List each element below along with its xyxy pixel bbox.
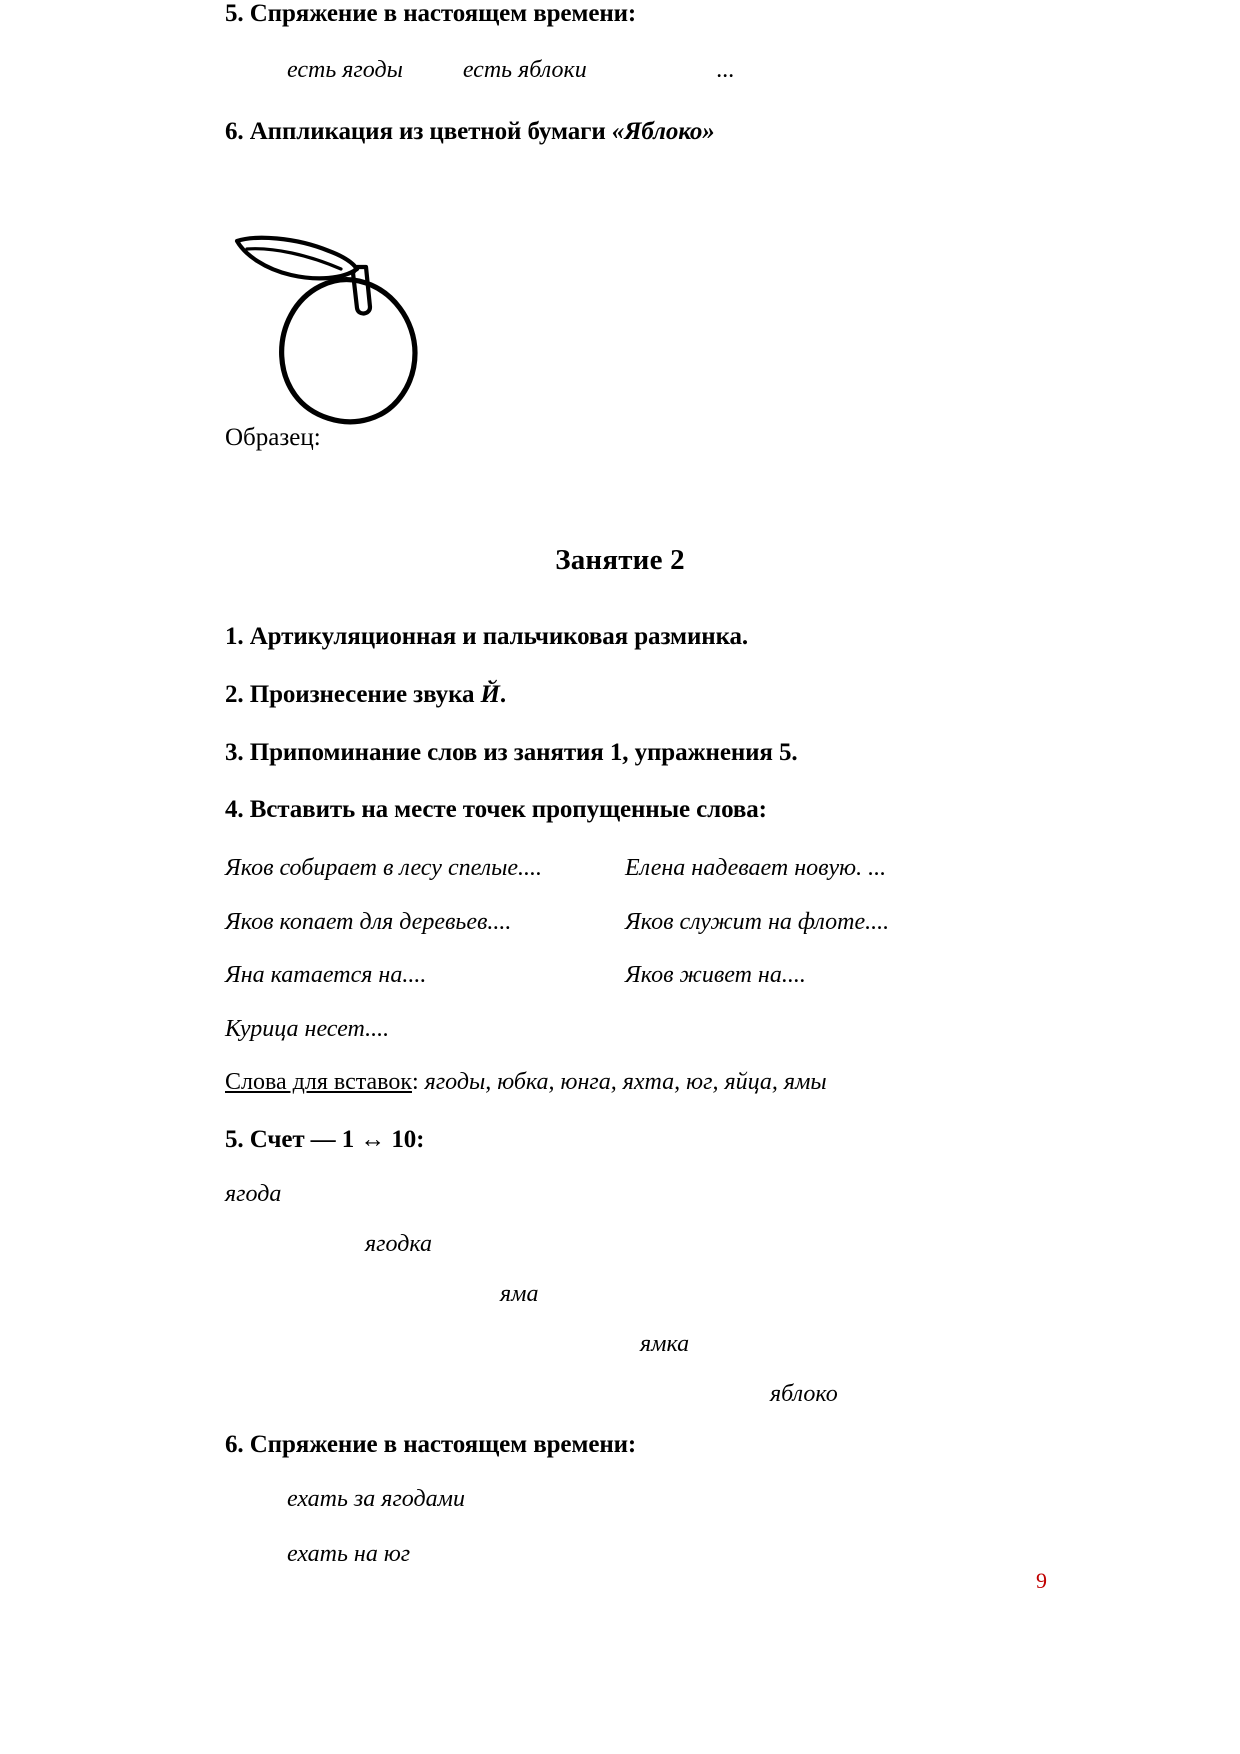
sentence-left: Яков копает для деревьев....	[225, 908, 512, 935]
sentence-row	[225, 855, 1015, 883]
lesson-title: Занятие 2	[555, 544, 685, 577]
fill-in-sentences	[225, 855, 1015, 1043]
sentence-left: Яков собирает в лесу спелые....	[225, 855, 543, 882]
lesson-item-3-number: 3.	[225, 738, 244, 766]
insert-words-line	[225, 1069, 1015, 1096]
prev-item-6-quoted: «Яблоко»	[611, 118, 715, 146]
apple-illustration	[225, 197, 1015, 422]
staircase-word: яма	[500, 1281, 539, 1308]
prev-item-5-heading	[225, 0, 1015, 29]
conjugation-verb: ехать на юг	[287, 1540, 411, 1567]
sentence-left: Яна катается на....	[225, 962, 427, 989]
sentence-row	[225, 909, 1015, 937]
prev-item-6-heading	[225, 118, 1015, 147]
lesson-item-5-text: Счет — 1 ↔ 10:	[249, 1126, 425, 1154]
lesson-item-3	[225, 739, 1015, 768]
sentence-row	[225, 962, 1015, 990]
prev-item-5-number: 5.	[225, 0, 244, 27]
lesson-item-4-text: Вставить на месте точек пропущенные слова:	[249, 796, 767, 824]
page-number: 9	[1036, 1568, 1047, 1593]
insert-words-separator: :	[411, 1069, 425, 1096]
lesson-item-5-number: 5.	[225, 1126, 244, 1154]
conjugation-verb: ехать за ягодами	[287, 1485, 465, 1512]
prev-example-1: есть ягоды	[287, 56, 403, 83]
lesson-item-4	[225, 796, 1015, 825]
staircase-word: ямка	[640, 1331, 690, 1358]
sentence-right: Елена надевает новую. ...	[625, 855, 887, 882]
sentence-row	[225, 1016, 1015, 1044]
sentence-right: Яков живет на....	[625, 962, 806, 989]
insert-words-label: Слова для вставок	[225, 1069, 412, 1096]
sentence-right: Яков служит на флоте....	[625, 908, 890, 935]
lesson-item-6-text: Спряжение в настоящем времени:	[249, 1431, 637, 1459]
lesson-item-3-text: Припоминание слов из занятия 1, упражнения 5.	[249, 738, 798, 766]
prev-item-6-text: Аппликация из цветной бумаги	[249, 118, 612, 146]
staircase-word: яблоко	[770, 1381, 838, 1408]
sentence-right	[625, 1016, 1015, 1044]
lesson-item-2-sound: Й	[480, 680, 500, 708]
lesson-item-4-number: 4.	[225, 796, 244, 824]
illustration-caption: Образец:	[225, 424, 321, 452]
prev-item-6-number: 6.	[225, 118, 244, 146]
lesson-item-2-period: .	[499, 680, 507, 708]
prev-item-5-examples	[225, 57, 1015, 85]
counting-staircase	[225, 1181, 1015, 1408]
prev-example-3: ...	[716, 56, 735, 83]
staircase-word: ягодка	[365, 1231, 432, 1258]
lesson-item-6	[225, 1431, 1015, 1460]
lesson-item-2-number: 2.	[225, 680, 244, 708]
lesson-item-2	[225, 681, 1015, 710]
insert-words-list: ягоды, юбка, юнга, яхта, юг, яйца, ямы	[424, 1069, 827, 1096]
conjugation-verbs	[225, 1486, 1015, 1568]
lesson-item-1-text: Артикуляционная и пальчиковая разминка.	[249, 623, 749, 651]
apple-outline-icon	[225, 197, 455, 427]
page-content	[225, 0, 1015, 1596]
lesson-item-5	[225, 1126, 1015, 1155]
lesson-item-2-text: Произнесение звука	[249, 680, 481, 708]
staircase-word: ягода	[225, 1181, 282, 1208]
lesson-item-1	[225, 623, 1015, 652]
prev-item-5-text: Спряжение в настоящем времени:	[249, 0, 637, 27]
lesson-item-1-number: 1.	[225, 623, 244, 651]
lesson-item-6-number: 6.	[225, 1431, 244, 1459]
sentence-left: Курица несет....	[225, 1015, 390, 1042]
prev-example-2: есть яблоки	[462, 56, 587, 83]
